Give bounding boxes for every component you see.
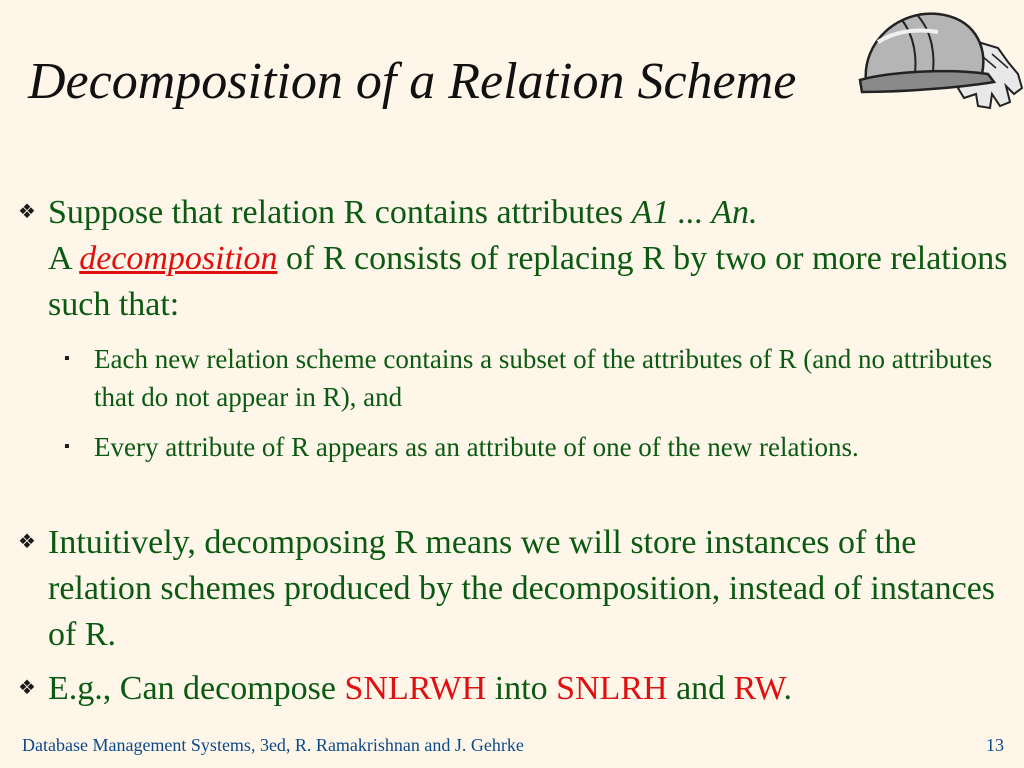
- square-bullet-icon: ▪: [64, 350, 70, 367]
- hard-hat-and-gloves-icon: [858, 2, 1024, 112]
- example-prefix: E.g., Can decompose: [48, 670, 345, 707]
- bullet-intuition: [18, 520, 1008, 658]
- diamond-bullet-icon: ❖: [18, 677, 36, 699]
- diamond-bullet-icon: ❖: [18, 531, 36, 553]
- bullet-decomposition-definition: [18, 190, 1008, 328]
- relation-snlrwh: SNLRWH: [344, 670, 487, 707]
- example-and: and: [667, 670, 734, 707]
- relation-rw: RW: [733, 670, 784, 707]
- bullet-text: Suppose that relation R contains attributes: [48, 194, 632, 231]
- subbullet-text: Every attribute of R appears as an attribute of one of the new relations.: [94, 432, 859, 462]
- subbullet-every-attribute: [64, 428, 1009, 466]
- diamond-bullet-icon: ❖: [18, 201, 36, 223]
- decomposition-term: decomposition: [79, 240, 278, 277]
- attributes-italic: A1 ... An.: [631, 194, 758, 231]
- example-into: into: [486, 670, 557, 707]
- slide-title: Decomposition of a Relation Scheme: [28, 53, 797, 110]
- bullet-text-continued: of R consists of replacing R by two or more relations such that:: [48, 240, 1008, 323]
- bullet-text: Intuitively, decomposing R means we will store instances of the relation schemes produced by the decomposition, instead of instances of R.: [48, 524, 996, 653]
- square-bullet-icon: ▪: [64, 438, 70, 455]
- bullet-line2-prefix: A: [48, 240, 80, 277]
- subbullet-subset: [64, 340, 1009, 416]
- page-number: 13: [986, 735, 1004, 755]
- bullet-example: [18, 666, 1008, 712]
- example-end: .: [783, 670, 792, 707]
- slide-footer: Database Management Systems, 3ed, R. Ramakrishnan and J. Gehrke: [22, 735, 524, 755]
- relation-snlrh: SNLRH: [556, 670, 668, 707]
- subbullet-text: Each new relation scheme contains a subset of the attributes of R (and no attributes that do not appear in R), and: [94, 344, 993, 412]
